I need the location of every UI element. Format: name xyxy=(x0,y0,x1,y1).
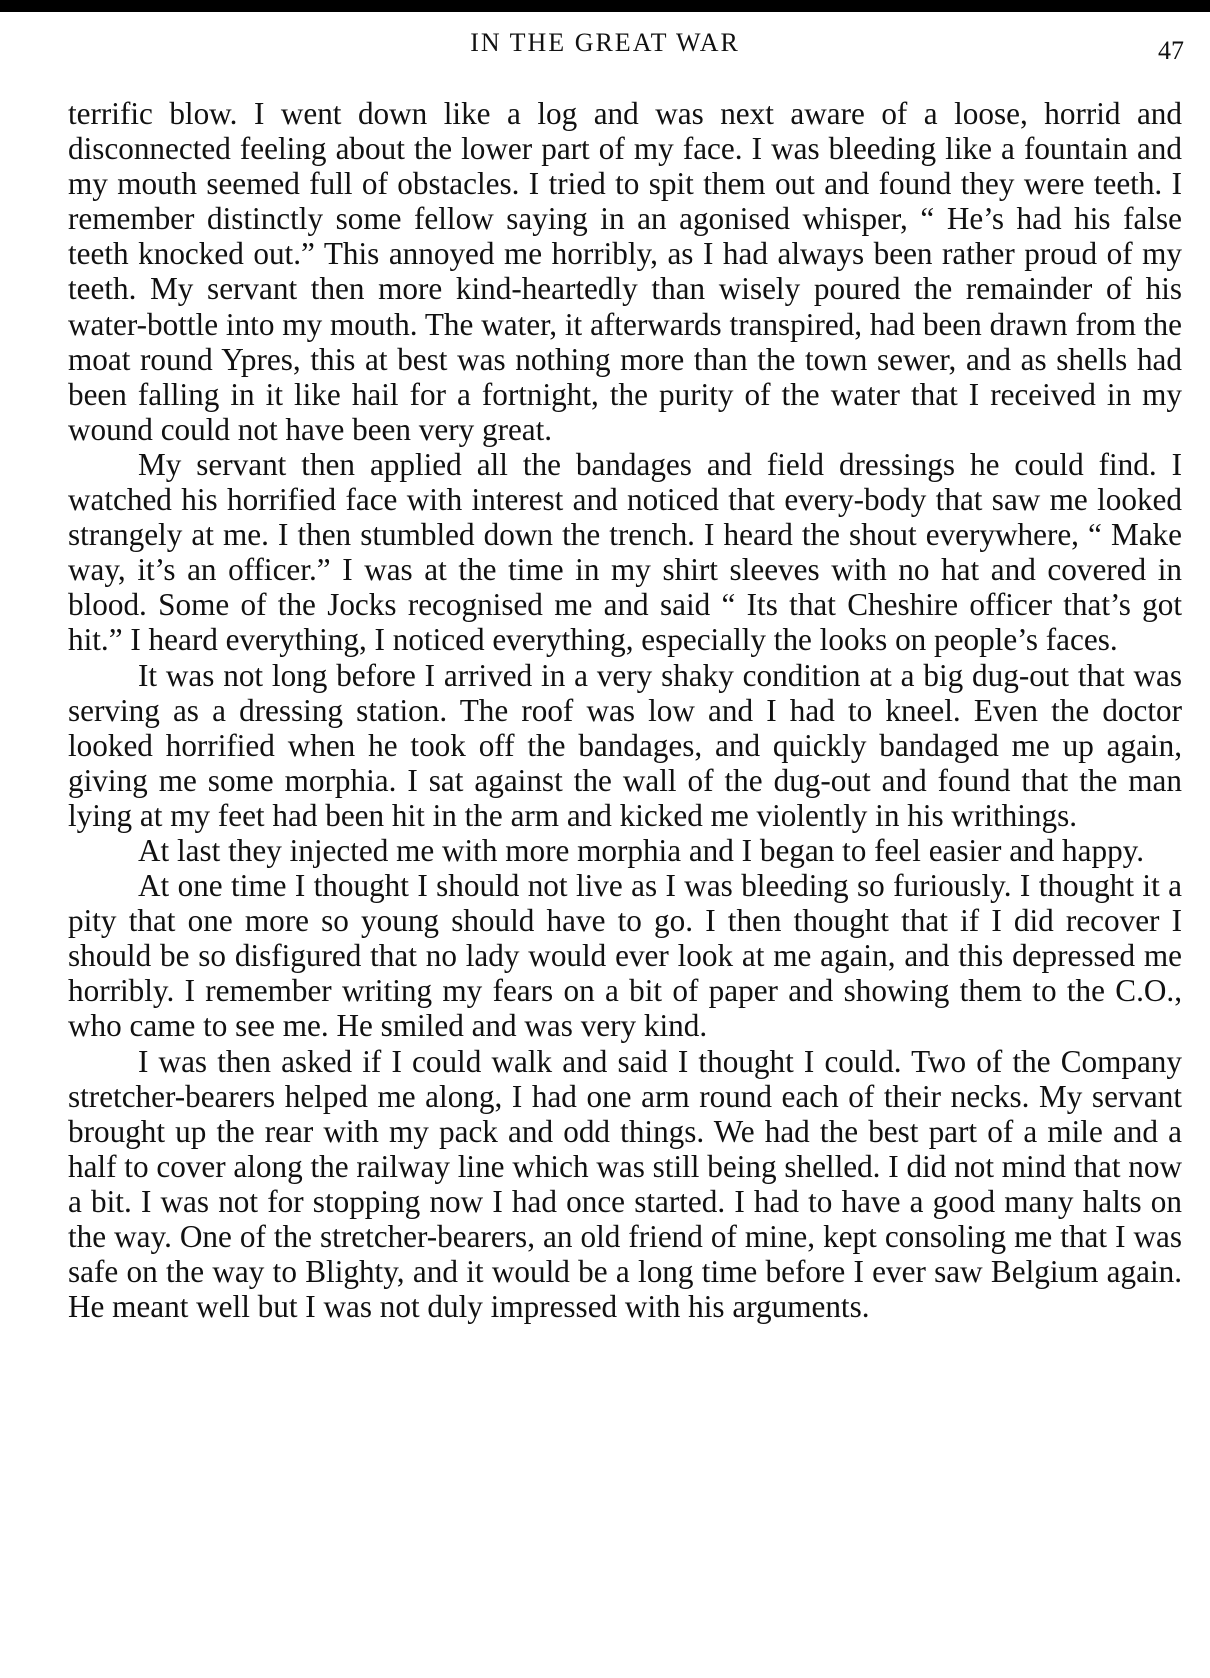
paragraph: It was not long before I arrived in a very shaky condition at a big dug-out that was serving as a dressing station. The roof was low and I had to kneel. Even the doctor looked horrified when he took off the bandages, and quickly bandaged me up again, giving me some morphia. I sat against the wall of the dug-out and found that the man lying at my feet had been hit in the arm and kicked me violently in his writhings. xyxy=(68,657,1182,833)
paragraph: At one time I thought I should not live as I was bleeding so furiously. I thought it a pity that one more so young should have to go. I then thought that if I did recover I should be so disfigured that no lady would ever look at me again, and this depressed me horribly. I remember writing my fears on a bit of paper and showing them to the C.O., who came to see me. He smiled and was very kind. xyxy=(68,868,1182,1044)
paragraph: terrific blow. I went down like a log and was next aware of a loose, horrid and disconnected feeling about the lower part of my face. I was bleeding like a fountain and my mouth seemed full of obstacles. I tried to spit them out and found they were teeth. I remember distinctly some fellow saying in an agonised whisper, “ He’s had his false teeth knocked out.” This annoyed me horribly, as I had always been rather proud of my teeth. My servant then more kind-heartedly than wisely poured the remainder of his water-bottle into my mouth. The water, it afterwards transpired, had been drawn from the moat round Ypres, this at best was nothing more than the town sewer, and as shells had been falling in it like hail for a fortnight, the purity of the water that I received in my wound could not have been very great. xyxy=(68,96,1182,447)
paragraph: I was then asked if I could walk and said I thought I could. Two of the Company stretcher-bearers helped me along, I had one arm round each of their necks. My servant brought up the rear with my pack and odd things. We had the best part of a mile and a half to cover along the railway line which was still being shelled. I did not mind that now a bit. I was not for stopping now I had once started. I had to have a good many halts on the way. One of the stretcher-bearers, an old friend of mine, kept consoling me that I was safe on the way to Blighty, and it would be a long time before I ever saw Belgium again. He meant well but I was not duly impressed with his arguments. xyxy=(68,1043,1182,1325)
top-border xyxy=(0,0,1210,12)
body-text xyxy=(68,96,1182,1324)
running-head: IN THE GREAT WAR xyxy=(470,28,740,57)
page-number: 47 xyxy=(1158,36,1184,65)
page-header xyxy=(0,24,1210,64)
paragraph: At last they injected me with more morphia and I began to feel easier and happy. xyxy=(138,832,1145,868)
paragraph: My servant then applied all the bandages and field dressings he could find. I watched his horrified face with interest and noticed that every-body that saw me looked strangely at me. I then stumbled down the trench. I heard the shout everywhere, “ Make way, it’s an officer.” I was at the time in my shirt sleeves with no hat and covered in blood. Some of the Jocks recognised me and said “ Its that Cheshire officer that’s got hit.” I heard everything, I noticed everything, especially the looks on people’s faces. xyxy=(68,446,1182,658)
